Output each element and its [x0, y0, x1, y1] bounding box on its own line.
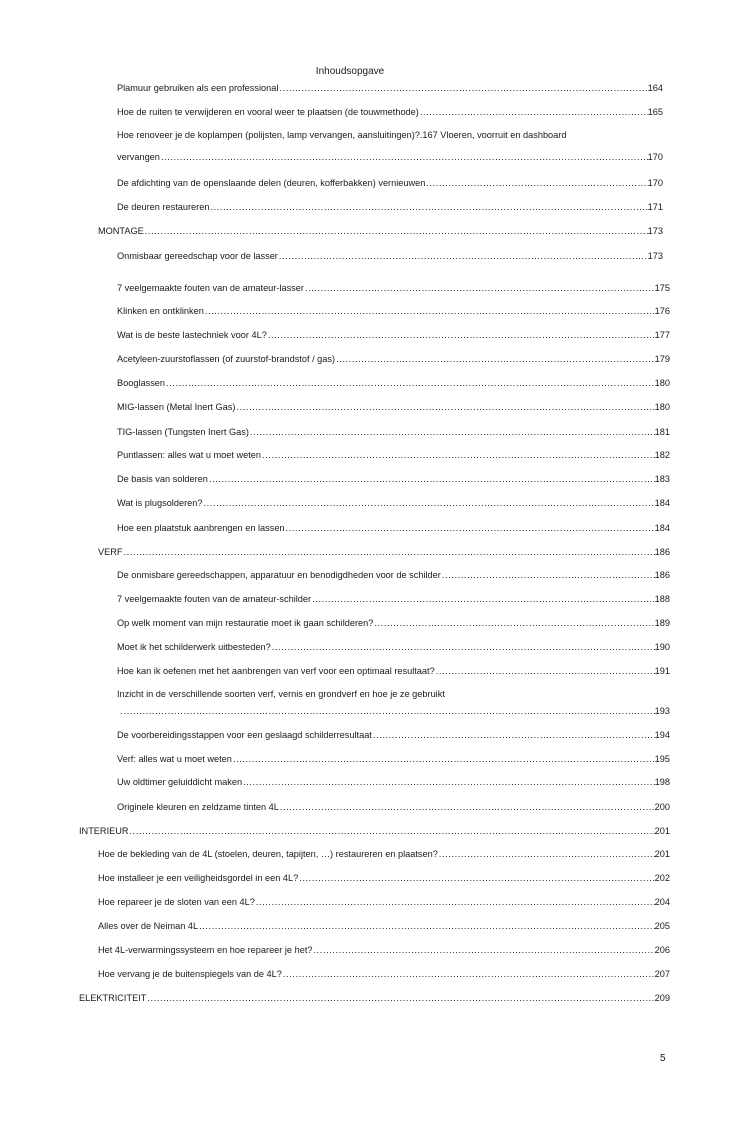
leader-dots [166, 377, 655, 389]
toc-entry[interactable]: Verf: alles wat u moet weten ..... 195 [117, 753, 670, 765]
toc-entry[interactable]: . ..... 193 [120, 705, 670, 717]
toc-entry[interactable]: Uw oldtimer geluiddicht maken ..... 198 [117, 776, 670, 788]
toc-entry[interactable]: Booglassen ..... 180 [117, 377, 670, 389]
leader-dots [147, 992, 654, 1004]
leader-dots [256, 896, 655, 908]
toc-entry[interactable]: Acetyleen-zuurstoflassen (of zuurstof-brandstof / gas) ..... 179 [117, 353, 670, 365]
toc-entry[interactable]: Moet ik het schilderwerk uitbesteden? ..... 190 [117, 641, 670, 653]
leader-dots [426, 177, 647, 189]
toc-entry[interactable]: Puntlassen: alles wat u moet weten ..... 182 [117, 449, 670, 461]
leader-dots [420, 106, 648, 118]
toc-entry[interactable]: Hoe installeer je een veiligheidsgordel in een 4L? ..... 202 [98, 872, 670, 884]
leader-dots [286, 522, 655, 534]
toc-entry[interactable]: 7 veelgemaakte fouten van de amateur-schilder ..... 188 [117, 593, 670, 605]
leader-dots [262, 449, 655, 461]
leader-dots [205, 305, 655, 317]
leader-dots [210, 201, 647, 213]
leader-dots [305, 282, 655, 294]
leader-dots [279, 250, 648, 262]
page-title: Inhoudsopgave [315, 66, 385, 77]
leader-dots [124, 546, 655, 558]
leader-dots [161, 151, 648, 163]
toc-entry-text[interactable]: Hoe renoveer je de koplampen (polijsten, lamp vervangen, aansluitingen)?.167 Vloeren, voorruit en dashboard [117, 130, 567, 140]
toc-entry[interactable]: Plamuur gebruiken als een professional ..... 164 [117, 82, 663, 94]
toc-entry[interactable]: De onmisbare gereedschappen, apparatuur en benodigdheden voor de schilder ..... 186 [117, 569, 670, 581]
leader-dots [272, 641, 655, 653]
toc-section-verf[interactable]: VERF ..... 186 [98, 546, 670, 558]
leader-dots [436, 665, 655, 677]
leader-dots [124, 705, 655, 717]
toc-entry[interactable]: 7 veelgemaakte fouten van de amateur-lasser ..... 175 [117, 282, 670, 294]
leader-dots [243, 776, 655, 788]
leader-dots [374, 617, 654, 629]
leader-dots [336, 353, 655, 365]
toc-entry[interactable]: De afdichting van de openslaande delen (deuren, kofferbakken) vernieuwen ..... 170 [117, 177, 663, 189]
leader-dots [312, 593, 655, 605]
toc-entry[interactable]: Hoe vervang je de buitenspiegels van de 4L? ..... 207 [98, 968, 670, 980]
leader-dots [280, 801, 655, 813]
toc-entry[interactable]: Onmisbaar gereedschap voor de lasser ..... 173 [117, 250, 663, 262]
leader-dots [373, 729, 655, 741]
toc-entry[interactable]: De basis van solderen ..... 183 [117, 473, 670, 485]
leader-dots [203, 497, 654, 509]
toc-entry[interactable]: Wat is plugsolderen? ..... 184 [117, 497, 670, 509]
toc-entry[interactable]: TIG-lassen (Tungsten Inert Gas) ..... 181 [117, 426, 670, 438]
leader-dots [233, 753, 655, 765]
toc-section-montage[interactable]: MONTAGE ..... 173 [98, 225, 663, 237]
toc-entry[interactable]: De deuren restaureren ..... 171 [117, 201, 663, 213]
toc-chapter-interieur[interactable]: INTERIEUR ..... 201 [79, 825, 670, 837]
toc-entry[interactable]: Alles over de Neiman 4L ..... 205 [98, 920, 670, 932]
toc-entry[interactable]: Hoe kan ik oefenen met het aanbrengen van verf voor een optimaal resultaat? ..... 191 [117, 665, 670, 677]
leader-dots [279, 82, 647, 94]
leader-dots [268, 329, 655, 341]
leader-dots [283, 968, 655, 980]
page-number: 5 [660, 1053, 666, 1064]
toc-entry[interactable]: Wat is de beste lastechniek voor 4L? ..... 177 [117, 329, 670, 341]
toc-entry[interactable]: Hoe repareer je de sloten van een 4L? ..... 204 [98, 896, 670, 908]
leader-dots [199, 920, 655, 932]
toc-entry[interactable]: Originele kleuren en zeldzame tinten 4L ..... 200 [117, 801, 670, 813]
leader-dots [439, 848, 655, 860]
toc-entry[interactable]: Op welk moment van mijn restauratie moet ik gaan schilderen? ..... 189 [117, 617, 670, 629]
toc-entry-text[interactable]: Inzicht in de verschillende soorten verf, vernis en grondverf en hoe je ze gebruikt [117, 689, 445, 699]
toc-entry[interactable]: Hoe de ruiten te verwijderen en vooral weer te plaatsen (de touwmethode) ..... 165 [117, 106, 663, 118]
leader-dots [442, 569, 655, 581]
leader-dots [313, 944, 654, 956]
leader-dots [236, 401, 654, 413]
toc-entry[interactable]: Klinken en ontklinken ..... 176 [117, 305, 670, 317]
toc-entry[interactable]: MIG-lassen (Metal Inert Gas) ..... 180 [117, 401, 670, 413]
toc-chapter-elektriciteit[interactable]: ELEKTRICITEIT ..... 209 [79, 992, 670, 1004]
leader-dots [299, 872, 654, 884]
toc-entry[interactable]: Hoe een plaatstuk aanbrengen en lassen ..... 184 [117, 522, 670, 534]
toc-entry[interactable]: De voorbereidingsstappen voor een geslaagd schilderresultaat ..... 194 [117, 729, 670, 741]
toc-entry[interactable]: vervangen ..... 170 [117, 151, 663, 163]
toc-entry[interactable]: Het 4L-verwarmingssysteem en hoe repareer je het? ..... 206 [98, 944, 670, 956]
leader-dots [130, 825, 655, 837]
toc-entry[interactable]: Hoe de bekleding van de 4L (stoelen, deuren, tapijten, …) restaureren en plaatsen? ..... 201 [98, 848, 670, 860]
leader-dots [250, 426, 655, 438]
leader-dots [209, 473, 655, 485]
leader-dots [145, 225, 648, 237]
